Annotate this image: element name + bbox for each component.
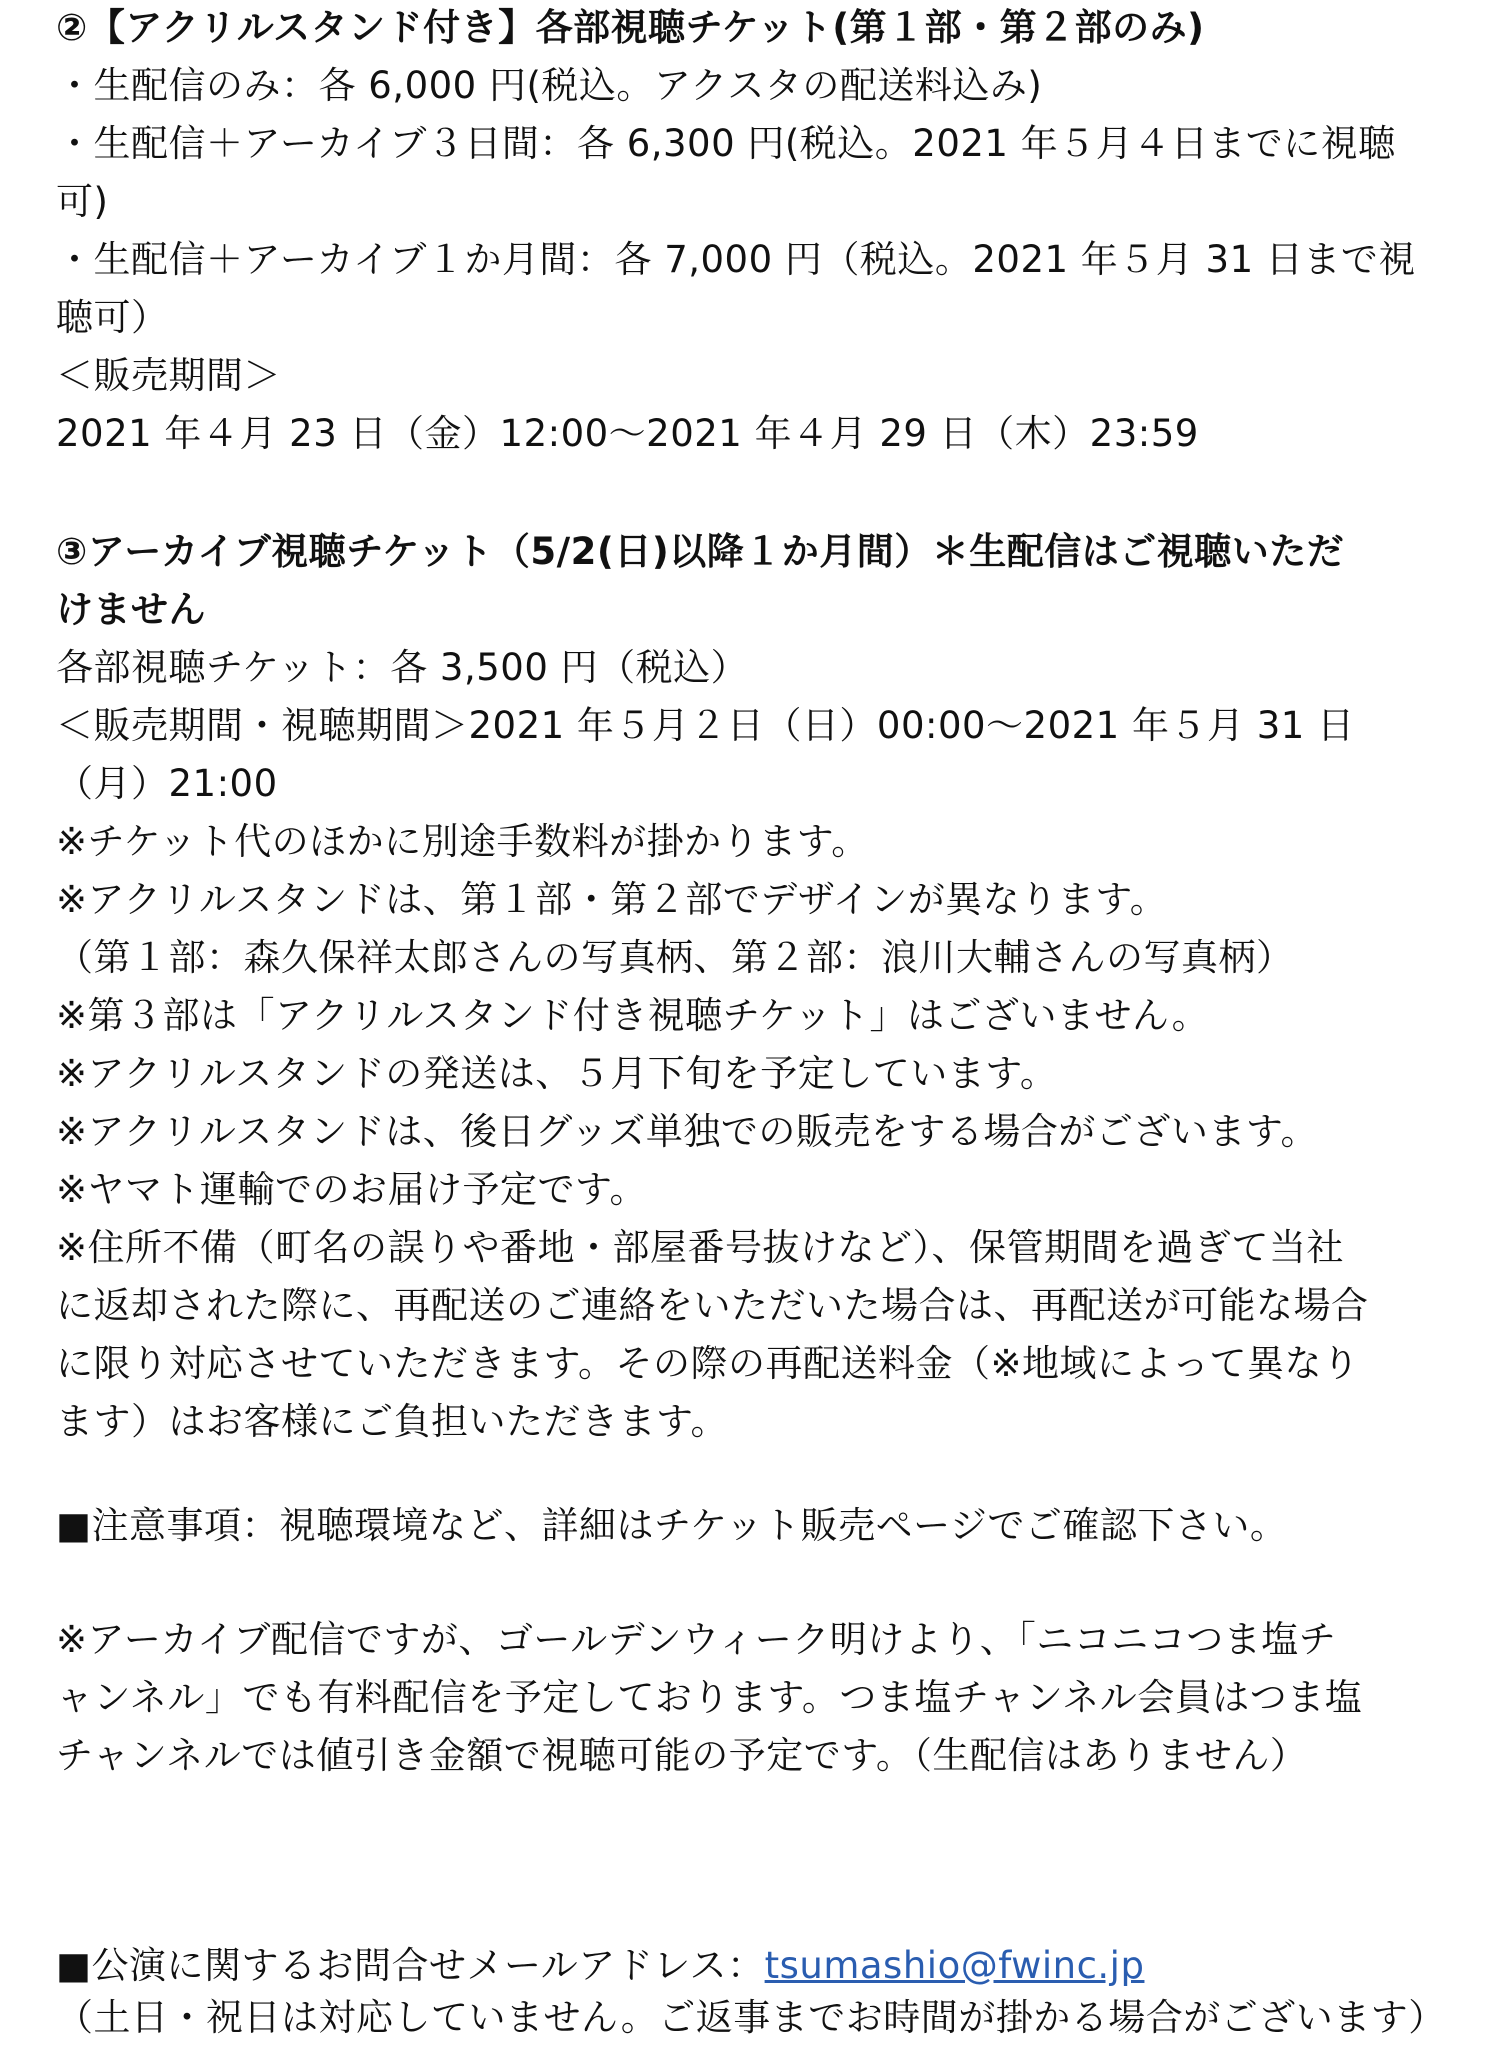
section3-heading: ③アーカイブ視聴チケット（5/2(日)以降１か月間）＊生配信はご視聴いただ bbox=[56, 530, 1345, 573]
section2-period-label: ＜販売期間＞ bbox=[56, 354, 281, 397]
section2-item: 可) bbox=[56, 180, 109, 223]
archive-notice: チャンネルでは値引き金額で視聴可能の予定です。（生配信はありません） bbox=[56, 1734, 1308, 1777]
section2-heading: ②【アクリルスタンド付き】各部視聴チケット(第１部・第２部のみ) bbox=[56, 6, 1205, 49]
note-item: ※アクリルスタンドは、後日グッズ単独での販売をする場合がございます。 bbox=[56, 1110, 1318, 1153]
contact-label: ■公演に関するお問合せメールアドレス： bbox=[56, 1944, 765, 1987]
note-item: ※第３部は「アクリルスタンド付き視聴チケット」はございません。 bbox=[56, 994, 1210, 1037]
archive-notice: ※アーカイブ配信ですが、ゴールデンウィーク明けより、「ニコニコつま塩チ bbox=[56, 1618, 1337, 1661]
section3-period-cont: （月）21:00 bbox=[56, 762, 278, 805]
note-item: （第１部：森久保祥太郎さんの写真柄、第２部：浪川大輔さんの写真柄） bbox=[56, 936, 1294, 979]
contact-note: （土日・祝日は対応していません。ご返事までお時間が掛かる場合がございます） bbox=[56, 1996, 1446, 2039]
note-item: ます）はお客様にご負担いただきます。 bbox=[56, 1400, 729, 1443]
note-item: ※住所不備（町名の誤りや番地・部屋番号抜けなど）、保管期間を過ぎて当社 bbox=[56, 1226, 1344, 1269]
contact-email-link[interactable]: tsumashio@fwinc.jp bbox=[764, 1944, 1145, 1987]
section2-item: ・生配信のみ：各 6,000 円(税込。アクスタの配送料込み) bbox=[56, 64, 1043, 107]
section2-item: 聴可） bbox=[56, 296, 169, 339]
section3-price: 各部視聴チケット：各 3,500 円（税込） bbox=[56, 646, 749, 689]
caution-notice: ■注意事項：視聴環境など、詳細はチケット販売ページでご確認下さい。 bbox=[56, 1504, 1288, 1547]
note-item: ※アクリルスタンドの発送は、５月下旬を予定しています。 bbox=[56, 1052, 1058, 1095]
note-item: ※アクリルスタンドは、第１部・第２部でデザインが異なります。 bbox=[56, 878, 1168, 921]
section3-heading-cont: けません bbox=[56, 588, 206, 631]
contact-line bbox=[56, 1944, 1454, 1988]
note-item: に返却された際に、再配送のご連絡をいただいた場合は、再配送が可能な場合 bbox=[56, 1284, 1369, 1327]
section2-item: ・生配信＋アーカイブ１か月間：各 7,000 円（税込。2021 年５月 31 日まで視 bbox=[56, 238, 1416, 281]
section2-period-value: 2021 年４月 23 日（金）12:00～2021 年４月 29 日（木）23:59 bbox=[56, 412, 1199, 455]
note-item: に限り対応させていただきます。その際の再配送料金（※地域によって異なり bbox=[56, 1342, 1360, 1385]
note-item: ※ヤマト運輸でのお届け予定です。 bbox=[56, 1168, 648, 1211]
section2-item: ・生配信＋アーカイブ３日間：各 6,300 円(税込。2021 年５月４日までに視聴 bbox=[56, 122, 1396, 165]
archive-notice: ャンネル」でも有料配信を予定しております。つま塩チャンネル会員はつま塩 bbox=[56, 1676, 1363, 1719]
note-item: ※チケット代のほかに別途手数料が掛かります。 bbox=[56, 820, 869, 863]
section3-period: ＜販売期間・視聴期間＞2021 年５月２日（日）00:00～2021 年５月 31 日 bbox=[56, 704, 1355, 747]
